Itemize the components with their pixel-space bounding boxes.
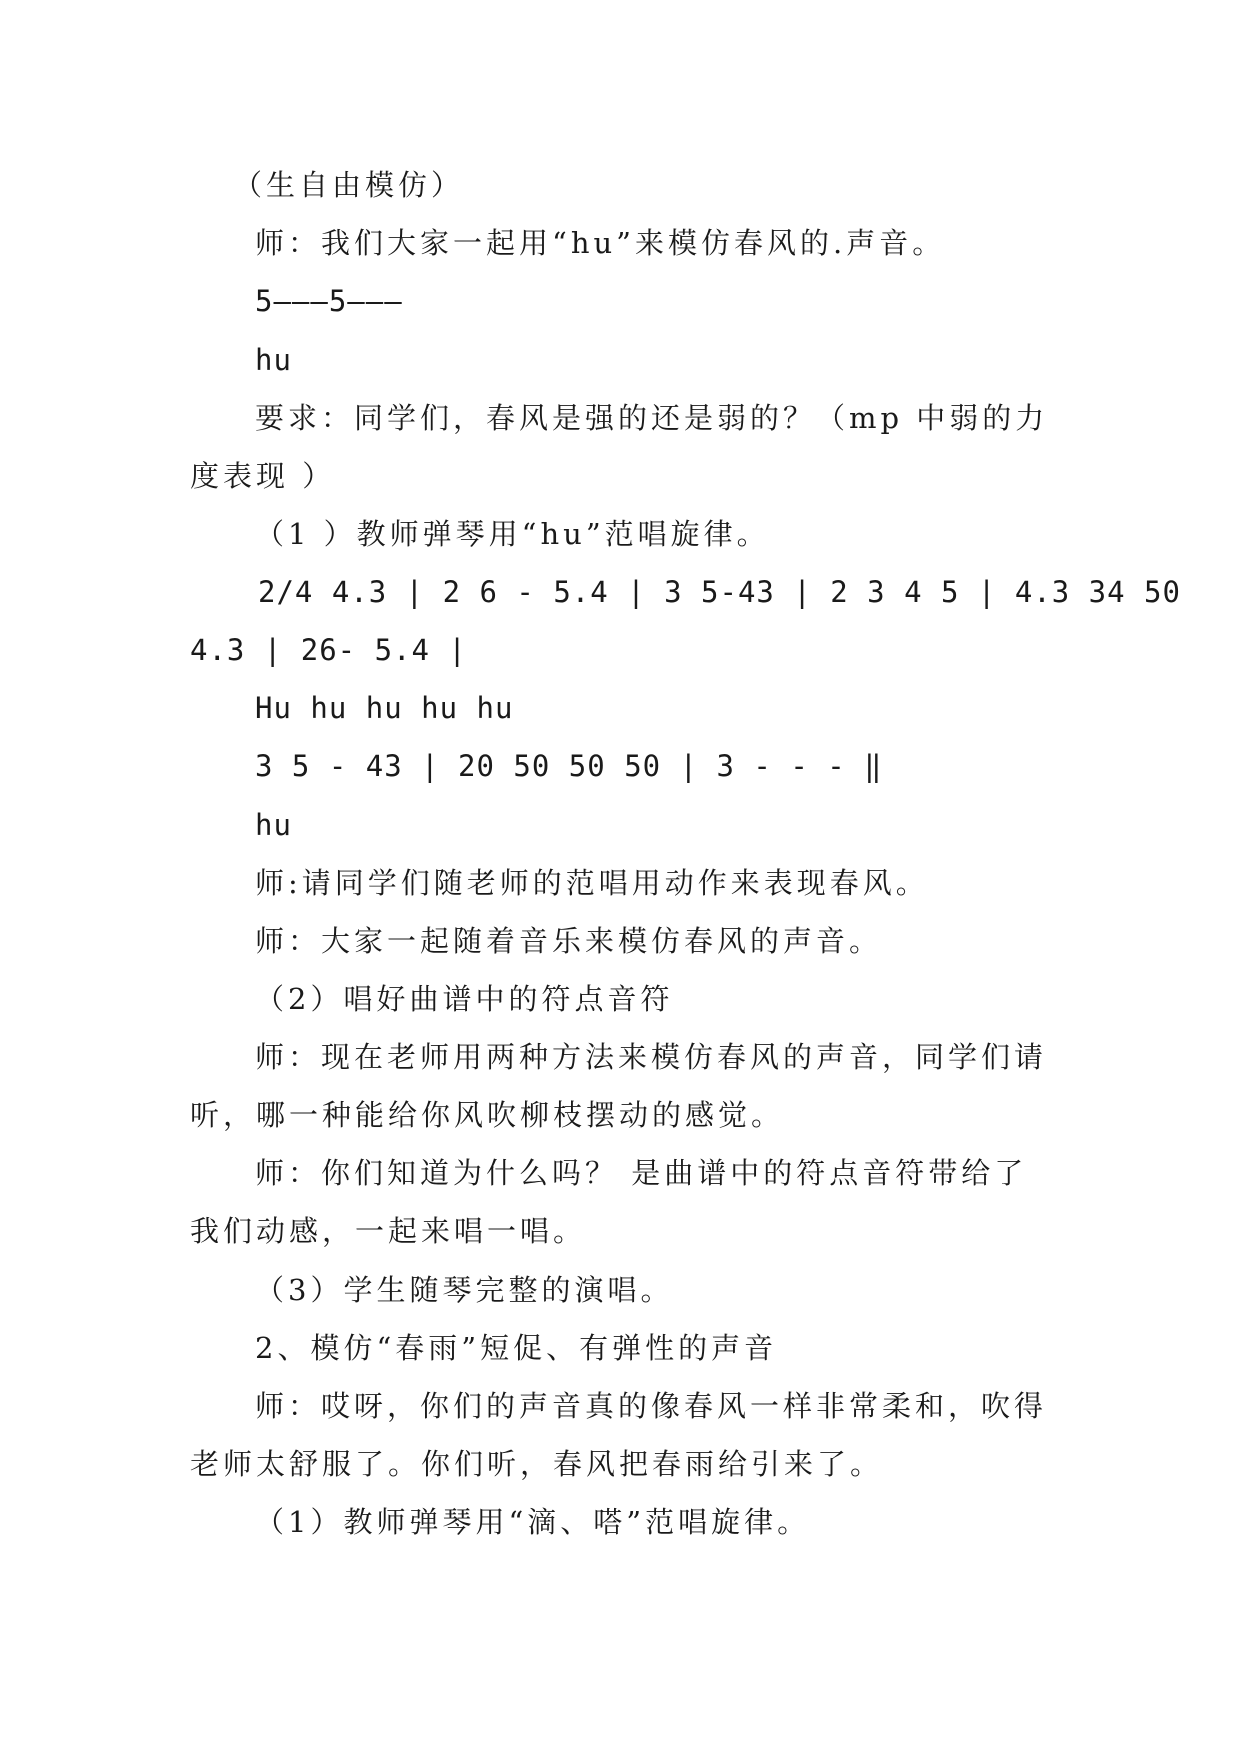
notation-line: 5———5——— [255,284,403,318]
text-line: （生自由模仿） [233,168,465,202]
text-line: （3）学生随琴完整的演唱。 [255,1273,674,1307]
text-line: 我们动感，一起来唱一唱。 [190,1214,587,1248]
notation-line: 4.3 | 26- 5.4 | [190,633,467,667]
notation-line: 2/4 4.3 | 2 6 - 5.4 | 3 5-43 | 2 3 4 5 | 4.3 34 50 [258,575,1181,609]
text-line: 听，哪一种能给你风吹柳枝摆动的感觉。 [190,1098,785,1132]
text-line: 度表现 ） [190,459,336,493]
text-line: 师：我们大家一起用“hu”来模仿春风的.声音。 [255,226,946,260]
text-line: 师:请同学们随老师的范唱用动作来表现春风。 [255,866,929,900]
lyric-line: Hu hu hu hu hu [255,691,514,725]
text-line: 师：你们知道为什么吗？ 是曲谱中的符点音符带给了 [255,1156,1028,1190]
text-line: 2、模仿“春雨”短促、有弹性的声音 [255,1331,778,1365]
lyric-line: hu [255,808,292,842]
text-line: 要求：同学们，春风是强的还是弱的？（mp 中弱的力 [255,401,1049,435]
text-line: （2）唱好曲谱中的符点音符 [255,982,674,1016]
lyric-line: hu [255,343,292,377]
text-line: 老师太舒服了。你们听，春风把春雨给引来了。 [190,1447,884,1481]
text-line: （1）教师弹琴用“滴、嗒”范唱旋律。 [255,1505,811,1539]
text-line: 师：现在老师用两种方法来模仿春风的声音，同学们请 [255,1040,1048,1074]
notation-line: 3 5 - 43 | 20 50 50 50 | 3 - - - ‖ [255,749,883,783]
text-line: （1 ）教师弹琴用“hu”范唱旋律。 [255,517,770,551]
text-line: 师：哎呀，你们的声音真的像春风一样非常柔和，吹得 [255,1389,1048,1423]
text-line: 师：大家一起随着音乐来模仿春风的声音。 [255,924,883,958]
